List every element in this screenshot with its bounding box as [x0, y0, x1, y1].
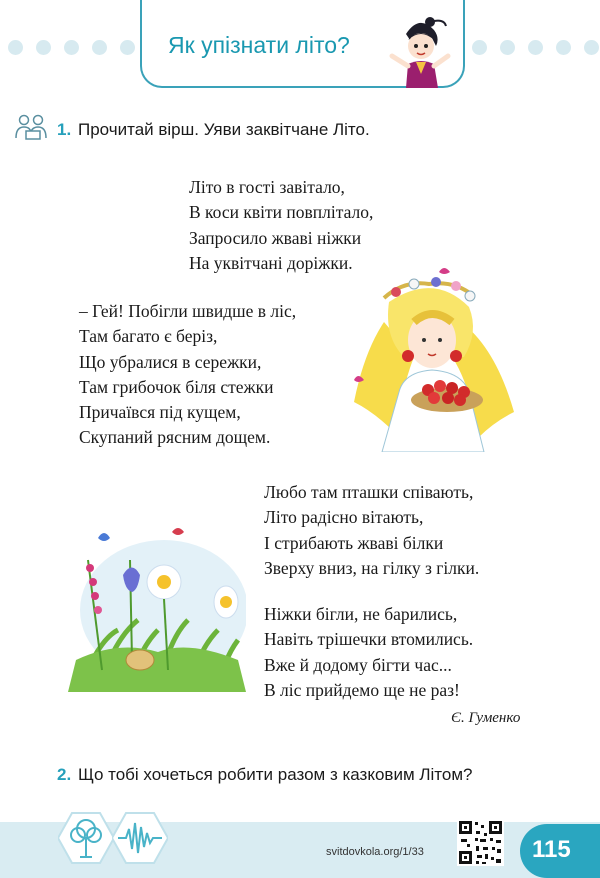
poem-line: На уквітчані доріжки.	[189, 252, 353, 273]
summer-girl-illustration	[344, 262, 520, 452]
poem-line: В ліс прийдемо ще не раз!	[264, 679, 460, 700]
pair-work-icon	[14, 114, 50, 140]
task-1-number: 1.	[57, 120, 72, 139]
poem-line: Ніжки бігли, не барились,	[264, 604, 458, 624]
tree-icon	[58, 811, 114, 865]
task-1-text: Прочитай вірш. Уяви заквітчане Літо.	[78, 120, 370, 139]
poem-line: Там багато є беріз,	[79, 326, 218, 347]
poem-line: Причаївся під кущем,	[79, 402, 241, 423]
task-2-number: 2.	[57, 765, 72, 784]
poem-line: Що убралися в сережки,	[79, 351, 262, 372]
poem-stanza-3	[264, 480, 479, 581]
poem-line: Літо в гості завітало,	[189, 177, 345, 197]
poem-line: Зверху вниз, на гілку з гілки.	[264, 557, 480, 578]
flowers-illustration	[68, 520, 246, 692]
poem-line: Літо радісно вітають,	[264, 507, 424, 528]
girl-illustration	[386, 16, 452, 88]
poem-line: В коси квіти повплітало,	[189, 202, 374, 223]
poem-line: Любо там пташки співають,	[264, 482, 474, 502]
poem-line: Скупаний рясним дощем.	[79, 427, 271, 448]
poem-line: Там грибочок біля стежки	[79, 376, 274, 397]
task-2-text: Що тобі хочеться робити разом з казковим Літом?	[78, 765, 473, 784]
soundwave-icon	[112, 811, 168, 865]
poem-stanza-2	[79, 299, 296, 451]
poem-line: Вже й додому бігти час...	[264, 654, 452, 675]
page-title: Як упізнати літо?	[168, 32, 350, 58]
poem-line: І стрибають жваві білки	[264, 532, 444, 553]
poem-stanza-4	[264, 602, 473, 703]
qr-code[interactable]	[457, 819, 504, 866]
poem-line: – Гей! Побігли швидше в ліс,	[79, 301, 297, 321]
poem-stanza-1	[189, 175, 373, 276]
poem-line: Запросило жваві ніжки	[189, 227, 362, 248]
poem-author: Є. Гуменко	[451, 710, 521, 726]
footer-url[interactable]: svitdovkola.org/1/33	[326, 846, 424, 858]
page-number: 115	[532, 836, 571, 863]
poem-line: Навіть трішечки втомились.	[264, 629, 474, 650]
